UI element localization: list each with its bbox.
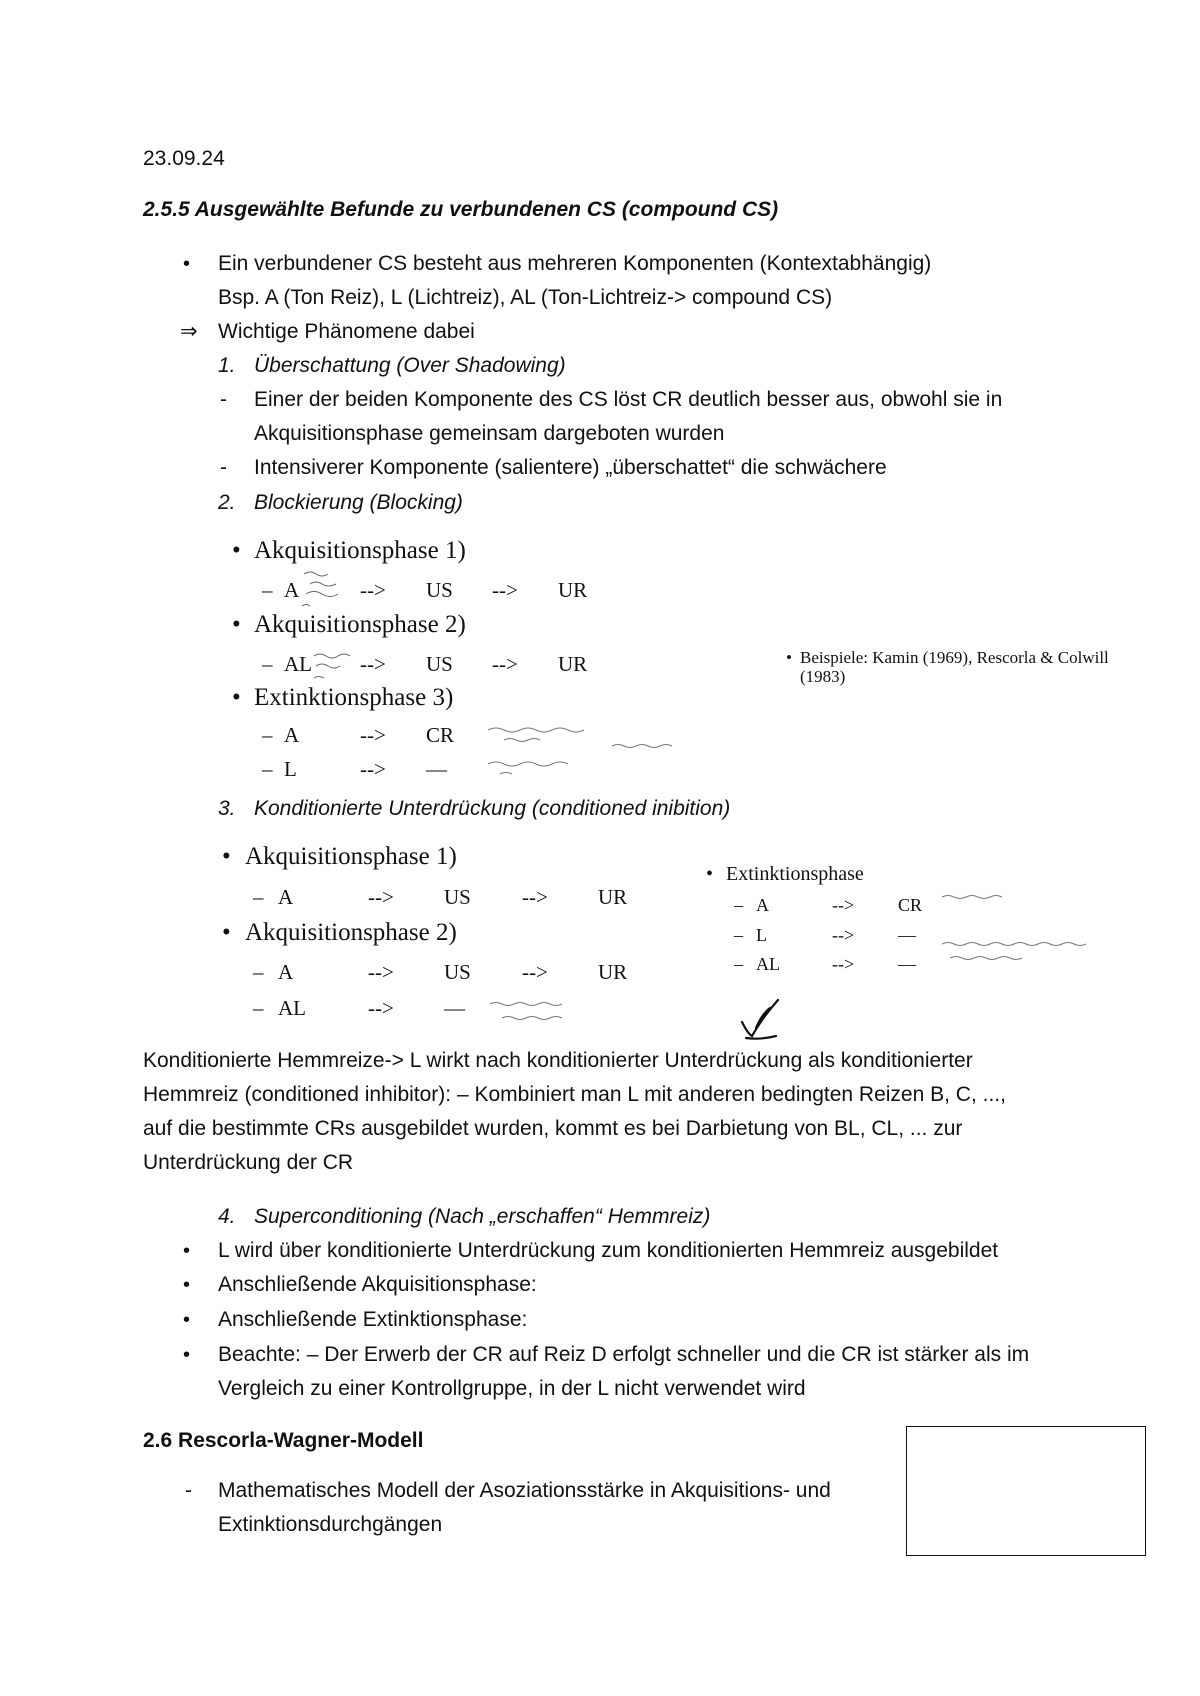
phenomenon-2-number: 2.	[218, 491, 236, 514]
sub-dash: –	[253, 960, 264, 984]
blocking-row-2-stimulus: AL	[284, 652, 312, 676]
bullet-icon: •	[786, 648, 792, 667]
phenomenon-3-number: 3.	[218, 797, 236, 820]
intro-line-2: Bsp. A (Ton Reiz), L (Lichtreiz), AL (Ton-Lichtreiz-> compound CS)	[218, 286, 833, 309]
handwritten-annotation-icon	[484, 722, 684, 782]
hemmreize-line-4: Unterdrückung der CR	[143, 1151, 354, 1174]
bullet-icon: •	[232, 611, 241, 638]
inhibition-right-row-3-response: —	[898, 954, 916, 974]
blocking-phase-2: Akquisitionsphase 2)	[254, 611, 466, 638]
blocking-phase-3: Extinktionsphase 3)	[254, 684, 454, 711]
intro-line-1: Ein verbundener CS besteht aus mehreren Komponenten (Kontextabhängig)	[218, 252, 932, 275]
bullet-icon: •	[232, 684, 241, 711]
inhibition-right-row-2-arrow-1: -->	[832, 925, 855, 945]
inhibition-right-row-1-arrow-1: -->	[832, 895, 855, 915]
inhibition-left-row-3-arrow-1: -->	[368, 996, 394, 1020]
sub-dash: –	[253, 996, 264, 1020]
inhibition-left-row-3-response: —	[444, 996, 465, 1020]
blocking-row-4-stimulus: L	[284, 757, 297, 781]
bullet-icon: •	[183, 1344, 191, 1366]
inhibition-ext-title: Extinktionsphase	[726, 863, 864, 885]
blocking-row-1-stimulus: A	[284, 578, 300, 602]
blocking-row-2-arrow-1: -->	[360, 652, 386, 676]
bullet-icon: •	[222, 843, 231, 870]
inhibition-left-row-1-response: US	[444, 885, 471, 909]
phenomenon-4-title: Superconditioning (Nach „erschaffen“ Hemmreiz)	[254, 1205, 711, 1228]
blocking-phase-1: Akquisitionsphase 1)	[254, 537, 466, 564]
handwritten-annotation-icon	[312, 646, 356, 682]
sub-dash: –	[262, 578, 273, 602]
superconditioning-bullet-1: L wird über konditionierte Unterdrückung zum konditionierten Hemmreiz ausgebildet	[218, 1239, 999, 1262]
inhibition-phase-2: Akquisitionsphase 2)	[245, 919, 457, 946]
rw-line-1: Mathematisches Modell der Asoziationsstärke in Akquisitions- und	[218, 1479, 831, 1502]
inhibition-left-row-2-outcome: UR	[598, 960, 628, 984]
inhibition-phase-1: Akquisitionsphase 1)	[245, 843, 457, 870]
phenomenon-4-number: 4.	[218, 1205, 236, 1228]
handwritten-annotation-icon	[940, 888, 1020, 906]
phenomenon-1-number: 1.	[218, 354, 236, 377]
inhibition-right-row-2-response: —	[898, 925, 916, 945]
sub-dash: –	[734, 895, 743, 915]
phenomenon-1-title: Überschattung (Over Shadowing)	[254, 354, 566, 377]
handwritten-annotation-icon	[940, 936, 1100, 966]
inhibition-left-row-2-response: US	[444, 960, 471, 984]
handwritten-check-icon	[736, 998, 782, 1044]
dash-marker: -	[220, 456, 227, 479]
sub-dash: –	[262, 652, 273, 676]
inhibition-left-row-1-outcome: UR	[598, 885, 628, 909]
phenomenon-1-detail-1-line-2: Akquisitionsphase gemeinsam dargeboten wurden	[254, 422, 725, 445]
phenomenon-2-title: Blockierung (Blocking)	[254, 491, 463, 514]
date: 23.09.24	[143, 147, 225, 170]
blocking-row-1-outcome: UR	[558, 578, 588, 602]
inhibition-right-row-3-stimulus: AL	[756, 954, 780, 974]
blocking-examples-line-1: Beispiele: Kamin (1969), Rescorla & Colwill	[800, 648, 1109, 667]
superconditioning-bullet-4-line-1: Beachte: – Der Erwerb der CR auf Reiz D erfolgt schneller und die CR ist stärker als im	[218, 1343, 1030, 1366]
bullet-icon: •	[183, 253, 191, 275]
sub-dash: –	[734, 925, 743, 945]
implies-arrow-icon: ⇒	[180, 320, 198, 343]
inhibition-right-row-1-stimulus: A	[756, 895, 769, 915]
inhibition-right-row-1-response: CR	[898, 895, 923, 915]
sub-dash: –	[262, 723, 273, 747]
inhibition-right-row-3-arrow-1: -->	[832, 954, 855, 974]
inhibition-right-row-2-stimulus: L	[756, 925, 767, 945]
blocking-row-1-response: US	[426, 578, 453, 602]
bullet-icon: •	[232, 537, 241, 564]
hemmreize-line-2: Hemmreiz (conditioned inhibitor): – Kombiniert man L mit anderen bedingten Reizen B, C, ...,	[143, 1083, 1006, 1106]
bullet-icon: •	[183, 1309, 191, 1331]
handwritten-annotation-icon	[488, 996, 598, 1026]
intro-arrow-line: Wichtige Phänomene dabei	[218, 320, 475, 343]
bullet-icon: •	[706, 863, 714, 885]
sub-dash: –	[262, 757, 273, 781]
inhibition-left-row-2-arrow-2: -->	[522, 960, 548, 984]
rw-heading: 2.6 Rescorla-Wagner-Modell	[143, 1429, 424, 1452]
inhibition-left-row-1-stimulus: A	[278, 885, 294, 909]
superconditioning-bullet-3: Anschließende Extinktionsphase:	[218, 1308, 528, 1331]
sub-dash: –	[253, 885, 264, 909]
bullet-icon: •	[183, 1274, 191, 1296]
phenomenon-3-title: Konditionierte Unterdrückung (conditioned inibition)	[254, 797, 731, 820]
rw-line-2: Extinktionsdurchgängen	[218, 1513, 443, 1536]
empty-box	[906, 1426, 1146, 1556]
hemmreize-line-1: Konditionierte Hemmreize-> L wirkt nach konditionierter Unterdrückung als konditionierter	[143, 1049, 973, 1072]
blocking-row-1-arrow-1: -->	[360, 578, 386, 602]
dash-marker: -	[185, 1479, 192, 1502]
blocking-row-1-arrow-2: -->	[492, 578, 518, 602]
inhibition-left-row-1-arrow-2: -->	[522, 885, 548, 909]
blocking-row-3-response: CR	[426, 723, 455, 747]
superconditioning-bullet-2: Anschließende Akquisitionsphase:	[218, 1273, 537, 1296]
blocking-row-2-arrow-2: -->	[492, 652, 518, 676]
inhibition-left-row-1-arrow-1: -->	[368, 885, 394, 909]
inhibition-left-row-2-arrow-1: -->	[368, 960, 394, 984]
blocking-row-4-response: —	[426, 757, 447, 781]
blocking-row-3-stimulus: A	[284, 723, 300, 747]
dash-marker: -	[220, 388, 227, 411]
handwritten-annotation-icon	[300, 566, 356, 612]
phenomenon-1-detail-1-line-1: Einer der beiden Komponente des CS löst CR deutlich besser aus, obwohl sie in	[254, 388, 1003, 411]
blocking-row-2-response: US	[426, 652, 453, 676]
inhibition-left-row-3-stimulus: AL	[278, 996, 306, 1020]
bullet-icon: •	[183, 1240, 191, 1262]
sub-dash: –	[734, 954, 743, 974]
blocking-row-2-outcome: UR	[558, 652, 588, 676]
hemmreize-line-3: auf die bestimmte CRs ausgebildet wurden, kommt es bei Darbietung von BL, CL, ... zur	[143, 1117, 963, 1140]
phenomenon-1-detail-2: Intensiverer Komponente (salientere) „überschattet“ die schwächere	[254, 456, 887, 479]
blocking-examples-line-2: (1983)	[800, 667, 846, 686]
inhibition-left-row-2-stimulus: A	[278, 960, 294, 984]
superconditioning-bullet-4-line-2: Vergleich zu einer Kontrollgruppe, in der L nicht verwendet wird	[218, 1377, 806, 1400]
bullet-icon: •	[222, 919, 231, 946]
section-heading: 2.5.5 Ausgewählte Befunde zu verbundenen CS (compound CS)	[143, 198, 779, 221]
blocking-row-3-arrow-1: -->	[360, 723, 386, 747]
blocking-row-4-arrow-1: -->	[360, 757, 386, 781]
